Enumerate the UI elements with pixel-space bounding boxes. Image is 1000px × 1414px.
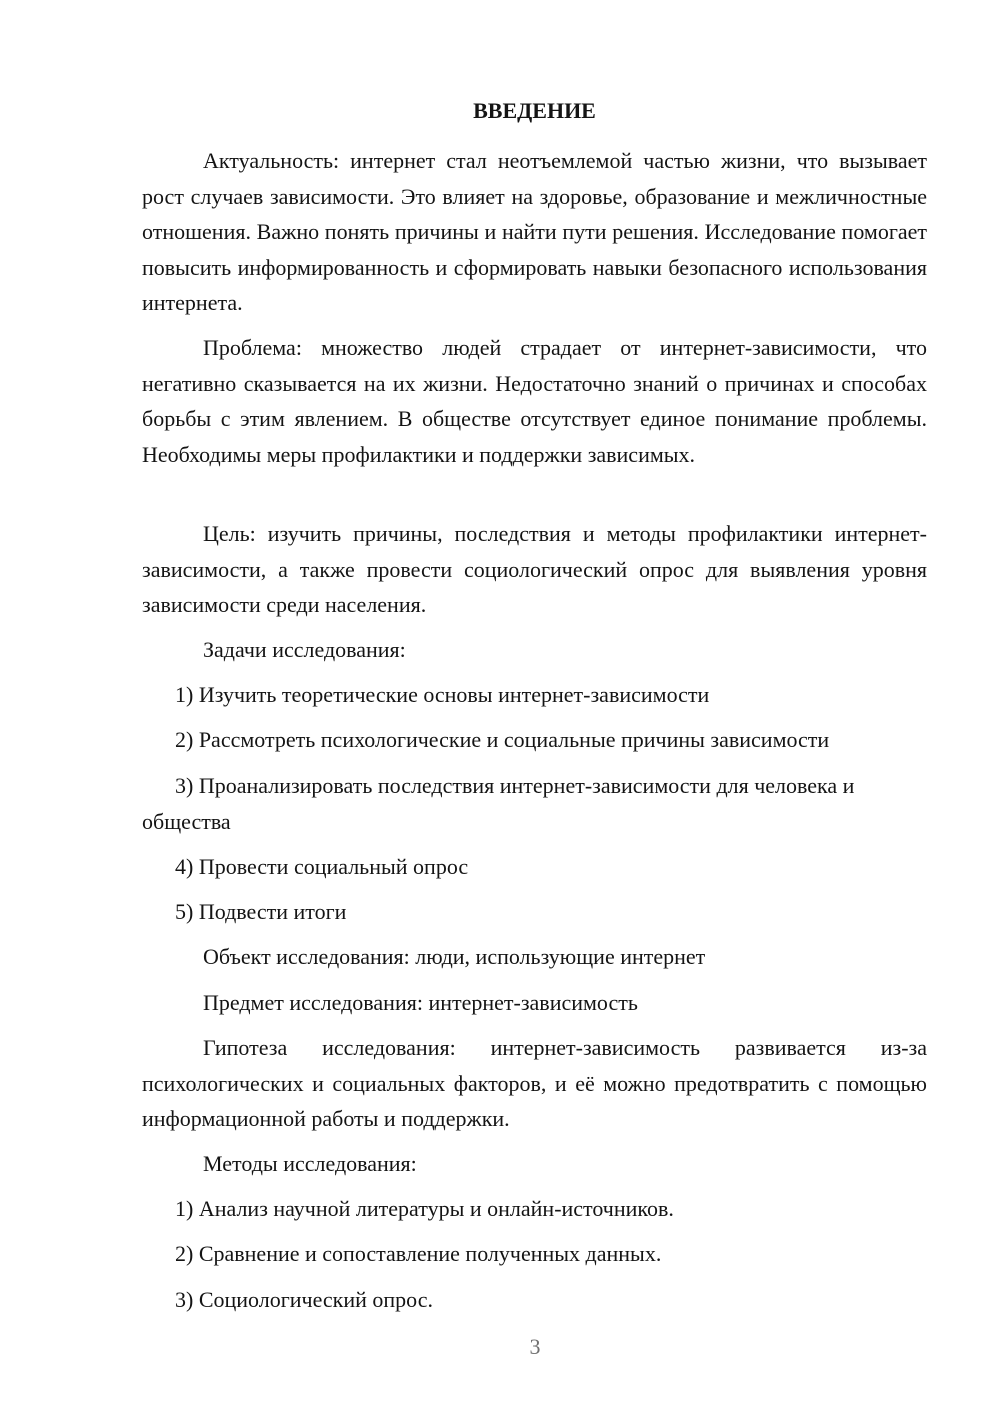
method-item: 3) Социологический опрос. xyxy=(175,1287,433,1312)
task-item: 3) Проанализировать последствия интернет-зависимости для человека и общества xyxy=(142,773,855,834)
methods-heading: Методы исследования: xyxy=(203,1151,417,1176)
page-title: ВВЕДЕНИЕ xyxy=(473,98,596,123)
page-number: 3 xyxy=(529,1334,541,1359)
task-item: 1) Изучить теоретические основы интернет-зависимости xyxy=(175,682,710,707)
task-item: 5) Подвести итоги xyxy=(175,899,347,924)
task-item: 4) Провести социальный опрос xyxy=(175,854,469,879)
tasks-heading: Задачи исследования: xyxy=(203,637,406,662)
subject-line: Предмет исследования: интернет-зависимость xyxy=(203,990,638,1015)
goal-paragraph: Цель: изучить причины, последствия и методы профилактики интернет-зависимости, а также провести социологический опрос для выявления уровня зависимости среди населения. xyxy=(142,521,927,617)
task-item: 2) Рассмотреть психологические и социальные причины зависимости xyxy=(175,727,830,752)
relevance-paragraph: Актуальность: интернет стал неотъемлемой частью жизни, что вызывает рост случаев зависимости. Это влияет на здоровье, образование и межличностные отношения. Важно понять причины и найти пути решения. Исследование помогает повысить информированность и сформировать навыки безопасного использования интернета. xyxy=(142,148,927,315)
hypothesis-paragraph: Гипотеза исследования: интернет-зависимость развивается из-за психологических и социальных факторов, и её можно предотвратить с помощью информационной работы и поддержки. xyxy=(142,1035,927,1131)
method-item: 1) Анализ научной литературы и онлайн-источников. xyxy=(175,1196,674,1221)
method-item: 2) Сравнение и сопоставление полученных данных. xyxy=(175,1241,662,1266)
problem-paragraph: Проблема: множество людей страдает от интернет-зависимости, что негативно сказывается на их жизни. Недостаточно знаний о причинах и способах борьбы с этим явлением. В обществе отсутствует единое понимание проблемы. Необходимы меры профилактики и поддержки зависимых. xyxy=(142,335,927,467)
object-line: Объект исследования: люди, использующие интернет xyxy=(203,944,706,969)
